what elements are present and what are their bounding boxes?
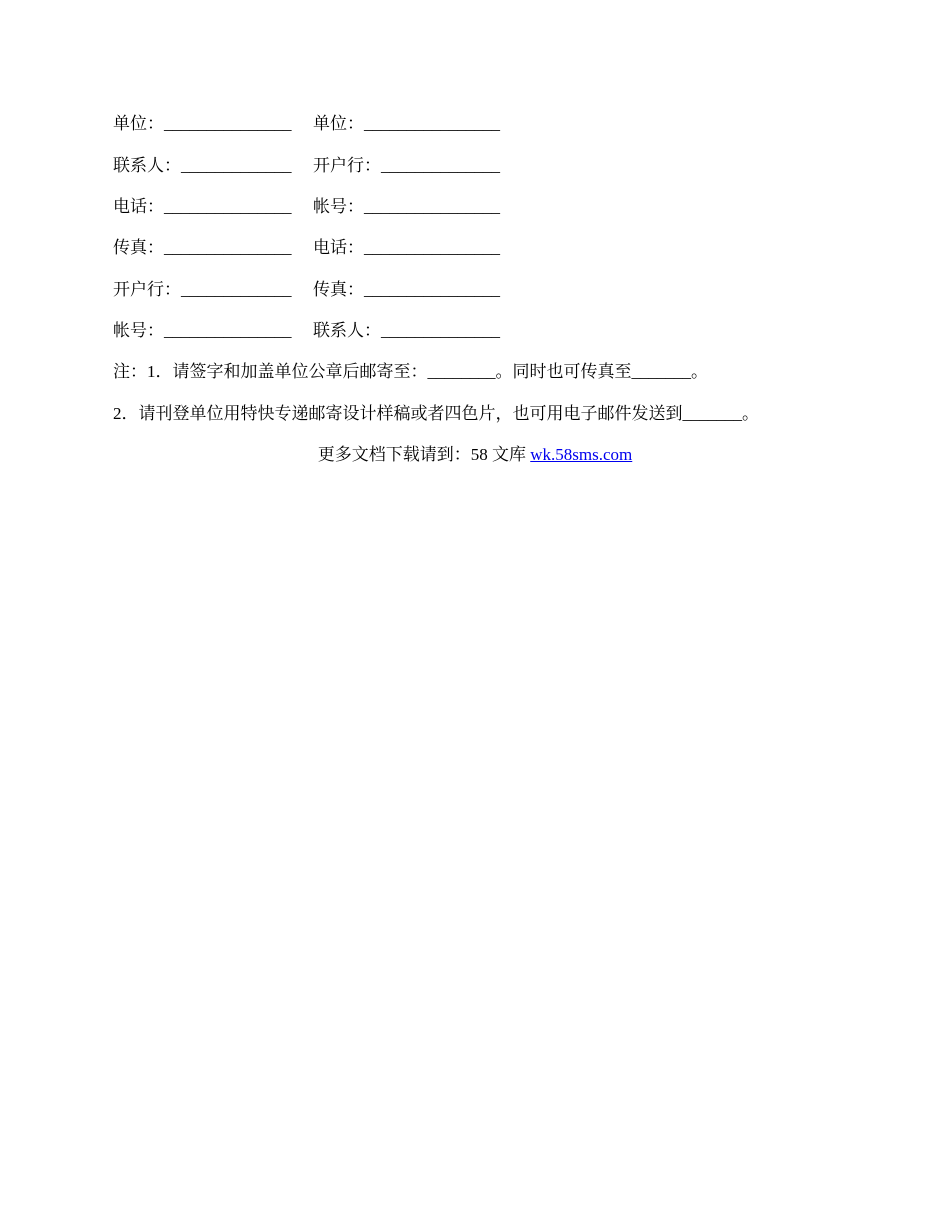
note-line-2: 2．请刊登单位用特快专递邮寄设计样稿或者四色片，也可用电子邮件发送到_______。 <box>113 404 759 423</box>
party-a-unit-field: 单位：_______________ <box>113 114 292 133</box>
party-b-contact-field: 联系人：______________ <box>313 321 500 340</box>
party-b-unit-field: 单位：________________ <box>313 114 500 133</box>
party-a-fax-field: 传真：_______________ <box>113 238 292 257</box>
party-a-phone-field: 电话：_______________ <box>113 197 292 216</box>
party-a-contact-field: 联系人：_____________ <box>113 156 292 175</box>
party-a-account-field: 帐号：_______________ <box>113 321 292 340</box>
footer-text: 更多文档下载请到：58 文库 <box>317 445 531 464</box>
party-a-bank-field: 开户行：_____________ <box>113 280 292 299</box>
footer-link[interactable]: wk.58sms.com <box>530 445 633 464</box>
party-b-phone-field: 电话：________________ <box>313 238 500 257</box>
party-b-bank-field: 开户行：______________ <box>313 156 500 175</box>
party-b-account-field: 帐号：________________ <box>313 197 500 216</box>
note-line-1: 注：1．请签字和加盖单位公章后邮寄至：________。同时也可传真至_______。 <box>113 362 708 381</box>
party-b-fax-field: 传真：________________ <box>313 280 500 299</box>
footer <box>0 443 950 467</box>
